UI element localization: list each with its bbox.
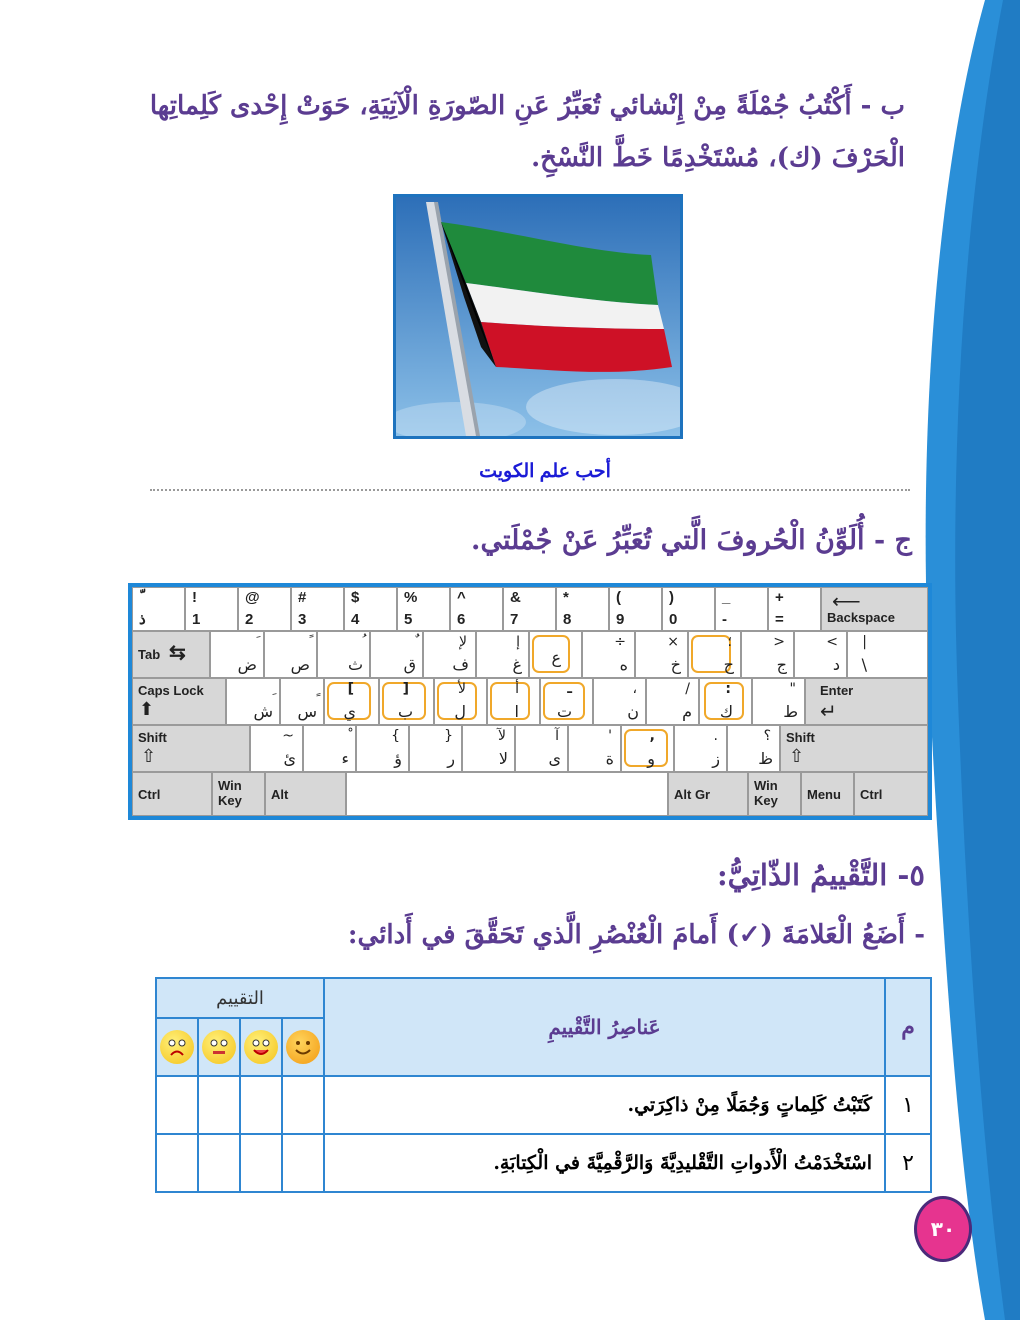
- key-mim[interactable]: / م: [646, 678, 699, 725]
- key-5[interactable]: % 5: [397, 587, 450, 631]
- key-alt-gr[interactable]: Alt Gr: [668, 772, 748, 816]
- col-num-header: م: [885, 978, 931, 1076]
- key-ghain[interactable]: إ غ: [476, 631, 529, 678]
- key-backslash[interactable]: | \: [847, 631, 928, 678]
- shift-arrow-icon: ⇧: [141, 746, 157, 766]
- col-rating-header: التقييم: [156, 978, 324, 1018]
- rating-cell[interactable]: [282, 1076, 324, 1134]
- key-2[interactable]: @ 2: [238, 587, 291, 631]
- key-waw-highlight: [624, 729, 668, 767]
- key-ctrl-left[interactable]: Ctrl: [132, 772, 212, 816]
- key-dha[interactable]: ؟ ظ: [727, 725, 780, 772]
- key-dhal[interactable]: ذ: [132, 587, 185, 631]
- neutral-face-icon: [202, 1030, 236, 1064]
- key-alif[interactable]: أ ا: [487, 678, 540, 725]
- key-6[interactable]: ^ 6: [450, 587, 503, 631]
- backspace-arrow-icon: ⟵: [832, 591, 861, 613]
- key-equals[interactable]: + =: [768, 587, 821, 631]
- key-win-left[interactable]: Win Key: [212, 772, 265, 816]
- key-hamza[interactable]: ء: [303, 725, 356, 772]
- key-ctrl-right[interactable]: Ctrl: [854, 772, 928, 816]
- rating-cell[interactable]: [198, 1076, 240, 1134]
- key-kaf[interactable]: : ك: [699, 678, 752, 725]
- key-backspace[interactable]: ⟵ Backspace: [821, 587, 928, 631]
- key-kha[interactable]: × خ: [635, 631, 688, 678]
- key-menu[interactable]: Menu: [801, 772, 854, 816]
- key-caps-lock[interactable]: Caps Lock ⬆: [132, 678, 226, 725]
- key-zay[interactable]: . ز: [674, 725, 727, 772]
- key-8[interactable]: * 8: [556, 587, 609, 631]
- enter-arrow-icon: ↵: [820, 701, 837, 723]
- key-tha[interactable]: ث: [317, 631, 370, 678]
- caps-arrow-icon: ⬆: [139, 699, 155, 719]
- table-row: ١ كَتَبْتُ كَلِماتٍ وَجُمَلًا مِنْ ذاكِرَتي.: [156, 1076, 931, 1134]
- key-enter[interactable]: Enter ↵: [805, 678, 928, 725]
- key-waw[interactable]: , و: [621, 725, 674, 772]
- rating-cell[interactable]: [240, 1076, 282, 1134]
- key-shift-left[interactable]: Shift ⇧: [132, 725, 250, 772]
- key-ta[interactable]: ـ ت: [540, 678, 593, 725]
- table-row: ٢ اسْتَخْدَمْتُ الْأَدواتِ التَّقْليدِيَّةَ وَالرَّقْمِيَّةَ في الْكِتابَةِ.: [156, 1134, 931, 1192]
- key-shin[interactable]: ش: [226, 678, 280, 725]
- key-lam[interactable]: لأ ل: [434, 678, 487, 725]
- key-ya[interactable]: [ ي: [324, 678, 379, 725]
- question-b: ب - أَكْتُبُ جُمْلَةً مِنْ إِنْشائي تُعَبِّرُ عَنِ الصّورَةِ الْآتِيَةِ، حَوَتْ إِحْدى كَلِماتِها الْحَرْفَ (ك)، مُسْتَخْدِمًا خَطَّ النَّسْخِ.: [149, 91, 905, 173]
- key-ra[interactable]: } ر: [409, 725, 462, 772]
- smile-face-icon: [244, 1030, 278, 1064]
- key-alt[interactable]: Alt: [265, 772, 346, 816]
- key-hha[interactable]: ؛ ح: [688, 631, 741, 678]
- key-7[interactable]: & 7: [503, 587, 556, 631]
- key-dal[interactable]: < د: [794, 631, 847, 678]
- rating-good: [240, 1018, 282, 1076]
- sad-face-icon: [160, 1030, 194, 1064]
- key-0[interactable]: ) 0: [662, 587, 715, 631]
- key-win-right[interactable]: Win Key: [748, 772, 801, 816]
- key-1[interactable]: ! 1: [185, 587, 238, 631]
- key-waw-hamza[interactable]: { ؤ: [356, 725, 409, 772]
- rating-cell[interactable]: [156, 1076, 198, 1134]
- key-sin[interactable]: س: [280, 678, 324, 725]
- key-alif-maqsura[interactable]: آ ى: [515, 725, 568, 772]
- section-5-instruction: - أَضَعُ الْعَلامَةَ (✓) أَمامَ الْعُنْصُرِ الَّذي تَحَقَّقَ في أَدائي:: [347, 920, 925, 950]
- key-qaf[interactable]: ق: [370, 631, 423, 678]
- self-assessment-table: [155, 977, 932, 1193]
- shift-arrow-icon: ⇧: [789, 746, 805, 766]
- rating-fair: [198, 1018, 240, 1076]
- rating-cell[interactable]: [198, 1134, 240, 1192]
- key-fa[interactable]: لإ ف: [423, 631, 476, 678]
- key-alif-highlight: [490, 682, 530, 720]
- rating-cell[interactable]: [156, 1134, 198, 1192]
- key-ha[interactable]: ÷ ه: [582, 631, 635, 678]
- rating-cell[interactable]: [282, 1134, 324, 1192]
- kuwait-flag-photo: [393, 194, 683, 439]
- rating-poor: [156, 1018, 198, 1076]
- key-dad[interactable]: ض: [210, 631, 264, 678]
- flag-caption: أحب علم الكويت: [479, 461, 611, 482]
- key-nun[interactable]: ، ن: [593, 678, 646, 725]
- key-jim[interactable]: > ج: [741, 631, 794, 678]
- key-ya-hamza[interactable]: ~ ئ: [250, 725, 303, 772]
- rating-excellent: [282, 1018, 324, 1076]
- key-tab[interactable]: Tab ⇆: [132, 631, 210, 678]
- key-shift-right[interactable]: Shift ⇧: [780, 725, 928, 772]
- rating-cell[interactable]: [240, 1134, 282, 1192]
- key-9[interactable]: ( 9: [609, 587, 662, 631]
- key-3[interactable]: # 3: [291, 587, 344, 631]
- arabic-keyboard: [128, 583, 932, 820]
- key-4[interactable]: $ 4: [344, 587, 397, 631]
- col-items-header: عَناصِرُ التَّقْييمِ: [324, 978, 885, 1076]
- key-ta-marbuta[interactable]: ' ة: [568, 725, 621, 772]
- writing-line: [150, 489, 910, 491]
- page-number: ٣٠: [914, 1196, 972, 1262]
- key-sad[interactable]: ص: [264, 631, 317, 678]
- tab-arrows-icon: ⇆: [169, 642, 186, 664]
- key-minus[interactable]: _ -: [715, 587, 768, 631]
- section-5-title: ٥- التَّقْييمُ الذّاتِيُّ:: [716, 858, 925, 892]
- key-ba[interactable]: ] ب: [379, 678, 434, 725]
- key-space[interactable]: [346, 772, 668, 816]
- key-lam-alif[interactable]: لآ لا: [462, 725, 515, 772]
- happy-face-icon: [286, 1030, 320, 1064]
- key-ain[interactable]: ع: [529, 631, 582, 678]
- key-tta[interactable]: " ط: [752, 678, 805, 725]
- question-c: ج - أُلَوِّنُ الْحُروفَ الَّتي تُعَبِّرُ عَنْ جُمْلَتي.: [471, 525, 912, 556]
